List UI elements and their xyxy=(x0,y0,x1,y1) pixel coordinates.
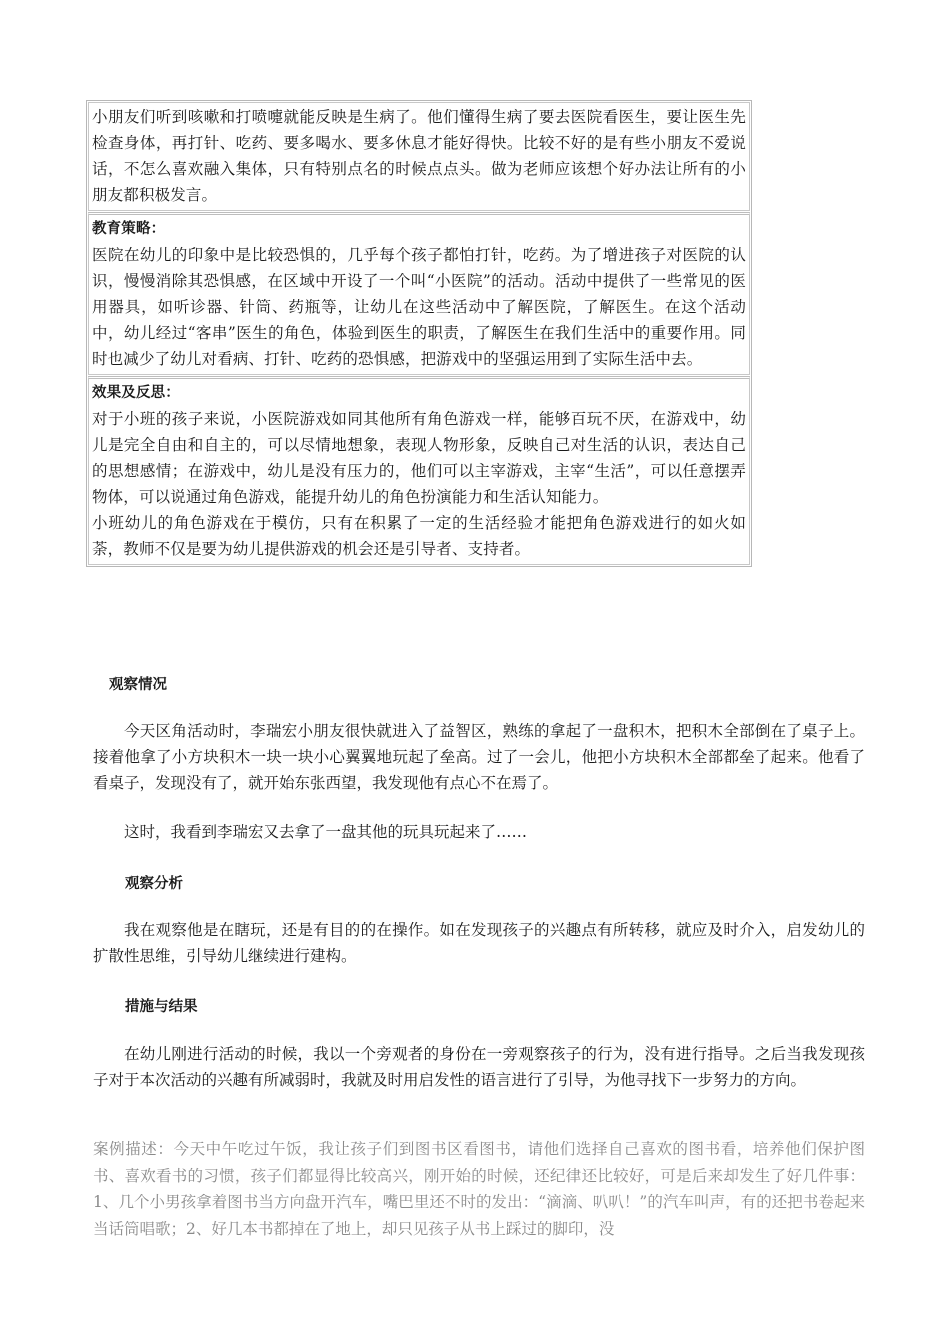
table-row-reflection xyxy=(88,376,750,565)
row-text: 对于小班的孩子来说，小医院游戏如同其他所有角色游戏一样，能够百玩不厌，在游戏中，幼儿是完全自由和自主的，可以尽情地想象，表现人物形象，反映自己对生活的认识，表达自己的思想感情；在游戏中，幼儿是没有压力的，他们可以主宰游戏，主宰“生活”，可以任意摆弄物体，可以说通过角色游戏，能提升幼儿的角色扮演能力和生活认知能力。 xyxy=(92,410,746,506)
observation-title: 观察情况 xyxy=(109,677,167,693)
observation-paragraph-2: 这时，我看到李瑞宏又去拿了一盘其他的玩具玩起来了…… xyxy=(124,823,528,841)
row-text: 小朋友们听到咳嗽和打喷嚏就能反映是生病了。他们懂得生病了要去医院看医生，要让医生先检查身体，再打针、吃药、要多喝水、要多休息才能好得快。比较不好的是有些小朋友不爱说话，不怎么喜欢融入集体，只有特别点名的时候点点头。做为老师应该想个好办法让所有的小朋友都积极发言。 xyxy=(92,108,746,204)
table-row-strategy xyxy=(88,212,750,375)
analysis-title: 观察分析 xyxy=(125,876,183,892)
content-table xyxy=(86,100,752,567)
row-text: 医院在幼儿的印象中是比较恐惧的，几乎每个孩子都怕打针，吃药。为了增进孩子对医院的认识，慢慢消除其恐惧感，在区域中开设了一个叫“小医院”的活动。活动中提供了一些常见的医用器具，如听诊器、针筒、药瓶等，让幼儿在这些活动中了解医院，了解医生。在这个活动中，幼儿经过“客串”医生的角色，体验到医生的职责，了解医生在我们生活中的重要作用。同时也减少了幼儿对看病、打针、吃药的恐惧感，把游戏中的坚强运用到了实际生活中去。 xyxy=(92,246,746,368)
measures-title: 措施与结果 xyxy=(125,999,198,1015)
case-description-paragraph: 案例描述：今天中午吃过午饭，我让孩子们到图书区看图书，请他们选择自己喜欢的图书看，培养他们保护图书、喜欢看书的习惯，孩子们都显得比较高兴，刚开始的时候，还纪律还比较好，可是后来却发生了好几件事：1、几个小男孩拿着图书当方向盘开汽车，嘴巴里还不时的发出：“滴滴、叭叭！”的汽车叫声，有的还把书卷起来当话筒唱歌；2、好几本书都掉在了地上，却只见孩子从书上踩过的脚印，没 xyxy=(93,1140,865,1238)
measures-paragraph: 在幼儿刚进行活动的时候，我以一个旁观者的身份在一旁观察孩子的行为，没有进行指导。之后当我发现孩子对于本次活动的兴趣有所减弱时，我就及时用启发性的语言进行了引导，为他寻找下一步努力的方向。 xyxy=(93,1045,865,1089)
row-heading: 效果及反思： xyxy=(92,385,180,401)
row-text: 小班幼儿的角色游戏在于模仿，只有在积累了一定的生活经验才能把角色游戏进行的如火如荼，教师不仅是要为幼儿提供游戏的机会还是引导者、支持者。 xyxy=(92,514,746,558)
observation-paragraph: 今天区角活动时，李瑞宏小朋友很快就进入了益智区，熟练的拿起了一盘积木，把积木全部倒在了桌子上。接着他拿了小方块积木一块一块小心翼翼地玩起了垒高。过了一会儿，他把小方块积木全部都垒了起来。他看了看桌子，发现没有了，就开始东张西望，我发现他有点心不在焉了。 xyxy=(93,722,865,792)
row-heading: 教育策略： xyxy=(92,221,166,237)
table-row-symptoms xyxy=(88,102,750,211)
analysis-paragraph: 我在观察他是在瞎玩，还是有目的的在操作。如在发现孩子的兴趣点有所转移，就应及时介入，启发幼儿的扩散性思维，引导幼儿继续进行建构。 xyxy=(93,921,865,965)
